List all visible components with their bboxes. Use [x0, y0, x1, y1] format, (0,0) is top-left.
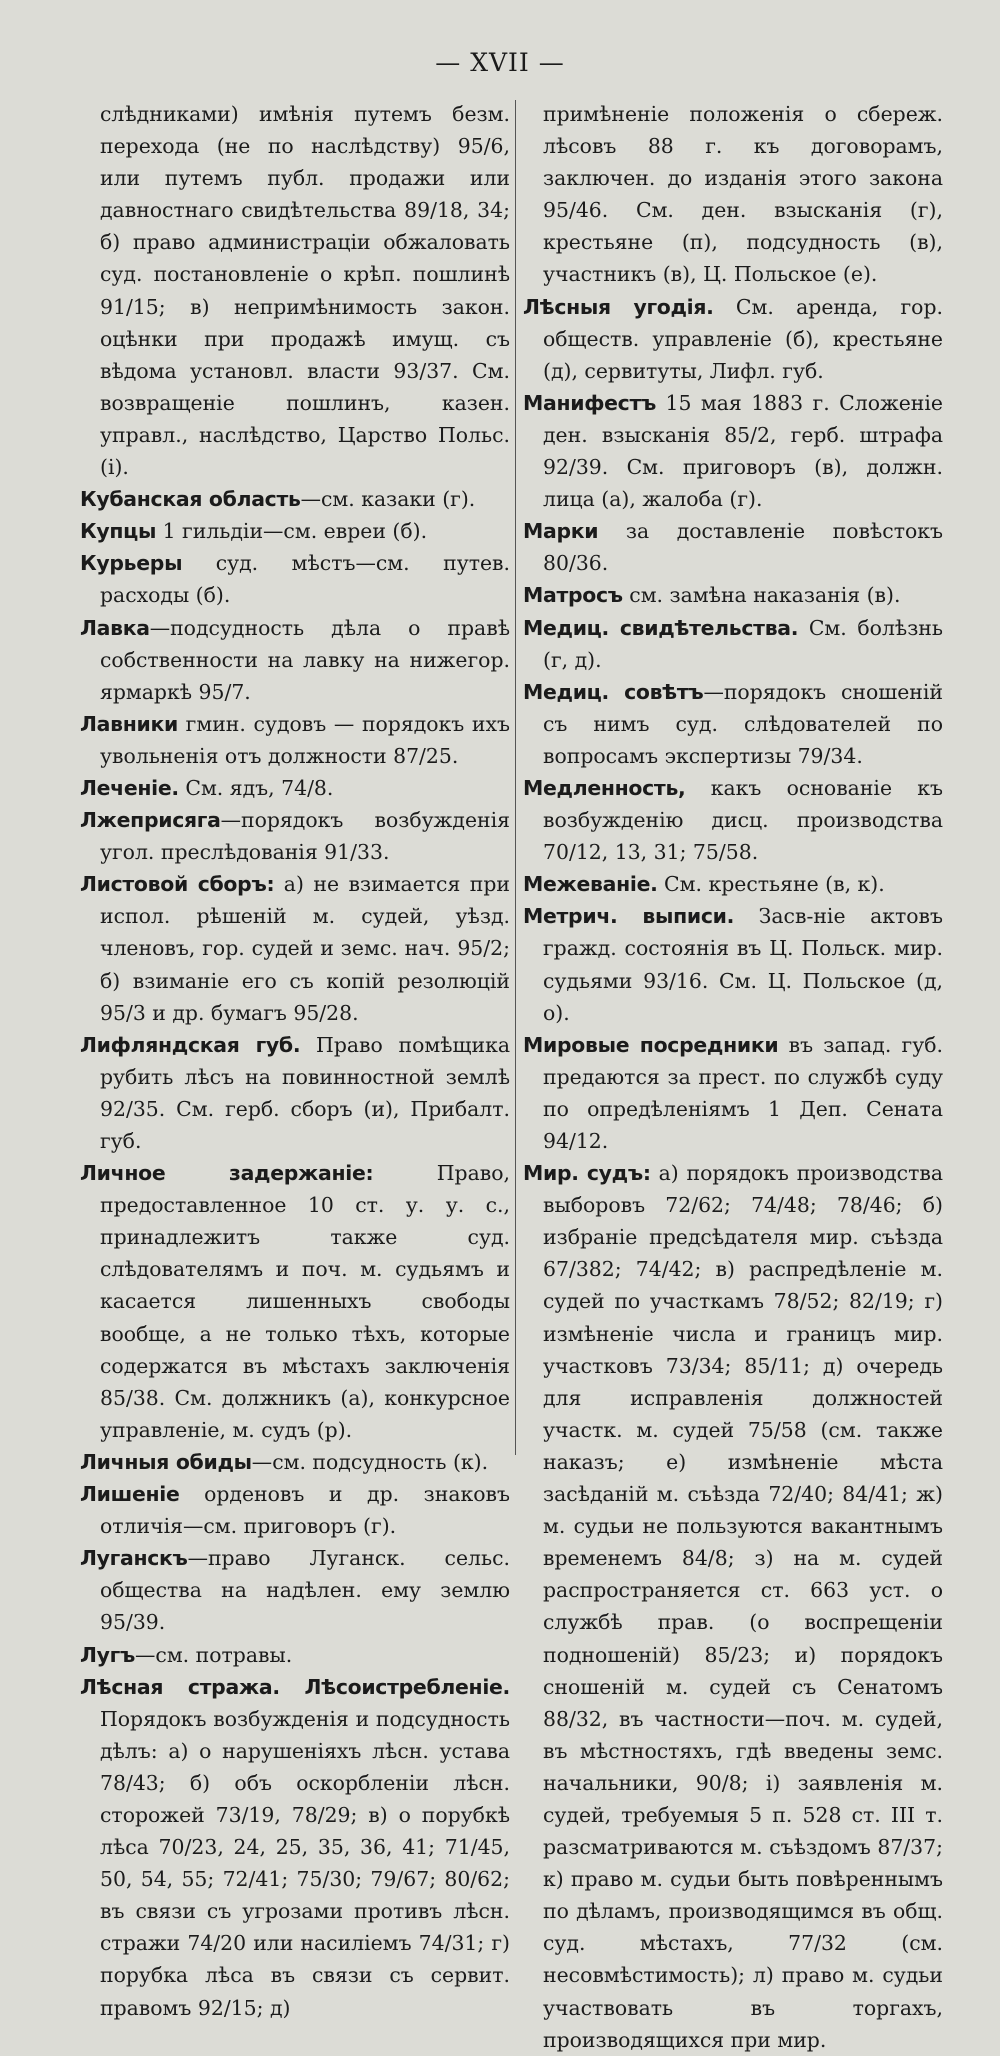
index-entry	[80, 1542, 510, 1638]
entry-text: орденовъ и др. знаковъ отличія—см. приговоръ (г).	[100, 1482, 510, 1539]
entry-text: —право Луганск. сельс. общества на надѣлен. ему землю 95/39.	[100, 1546, 510, 1635]
index-entry	[80, 1478, 510, 1542]
entry-headword: Мир. судъ:	[523, 1161, 651, 1186]
entry-headword: Курьеры	[80, 551, 183, 576]
continued-entry	[523, 98, 943, 291]
entry-text: Порядокъ возбужденія и подсудность дѣлъ: а) о нарушеніяхъ лѣсн. устава 78/43; б) объ оскорбленіи лѣсн. сторожей 73/19, 78/29; в) о порубкѣ лѣса 70/23, 24, 25, 35, 36, 41; 71/45, 50, 54, 55; 72/41; 75/30; 79/67; 80/62; въ связи съ угрозами противъ лѣсн. стражи 74/20 или насиліемъ 74/31; г) порубка лѣса въ связи съ сервит. правомъ 92/15; д)	[100, 1706, 510, 2020]
entry-headword: Листовой сборъ:	[80, 872, 275, 897]
entry-text: см. замѣна наказанія (в).	[622, 583, 901, 608]
entry-text: —см. потравы.	[135, 1642, 293, 1667]
entry-text: Засв-ніе актовъ гражд. состоянія въ Ц. Польск. мир. судьями 93/16. См. Ц. Польское (д, о).	[543, 904, 943, 1025]
index-entry	[523, 579, 943, 611]
entry-headword: Лжеприсяга	[80, 808, 221, 833]
entry-text: 1 гильдіи—см. евреи (б).	[156, 519, 428, 544]
index-entry	[523, 387, 943, 515]
entry-headword: Марки	[523, 519, 599, 544]
index-entry	[523, 868, 943, 900]
entry-text: —подсудность дѣла о правѣ собственности на лавку на нижегор. ярмаркѣ 95/7.	[100, 615, 510, 704]
index-entry	[80, 708, 510, 772]
index-entry	[523, 772, 943, 868]
page-header: — XVII —	[435, 48, 565, 77]
index-entry	[80, 483, 510, 515]
entry-headword: Медленность,	[523, 775, 686, 800]
entry-text: Право помѣщика рубить лѣсъ на повинностной землѣ 92/35. См. герб. сборъ (и), Прибалт. губ.	[100, 1032, 511, 1153]
index-entry	[523, 291, 943, 387]
entry-text: См. болѣзнь (г, д).	[543, 615, 944, 672]
index-entry	[80, 515, 510, 547]
index-entry	[80, 804, 510, 868]
index-entry	[523, 1157, 943, 2056]
entry-headword: Матросъ	[523, 583, 623, 608]
entry-text: а) не взимается при испол. рѣшеній м. судей, уѣзд. членовъ, гор. судей и земс. нач. 95/2; б) взиманіе его съ копій резолюцій 95/3 и др. бумагъ 95/28.	[100, 872, 510, 1025]
index-entry	[80, 1639, 510, 1671]
entry-headword: Лѣсная стража. Лѣсоистребленіе.	[80, 1674, 510, 1699]
entry-headword: Лишеніе	[80, 1482, 180, 1507]
entry-text: См. ядъ, 74/8.	[178, 775, 334, 800]
continued-entry	[80, 98, 510, 483]
entry-text: См. крестьяне (в, к).	[657, 872, 885, 897]
index-entry	[80, 772, 510, 804]
entry-headword: Межеваніе.	[523, 872, 658, 897]
entry-headword: Кубанская область	[80, 487, 301, 512]
entry-text: См. аренда, гор. обществ. управленіе (б), крестьяне (д), сервитуты, Лифл. губ.	[543, 294, 943, 383]
entry-text: —порядокъ возбужденія угол. преслѣдованія 91/33.	[100, 808, 510, 865]
index-entry	[80, 1446, 510, 1478]
entry-text: 15 мая 1883 г. Сложеніе ден. взысканія 85/2, герб. штрафа 92/39. См. приговоръ (в), должн. лица (а), жалоба (г).	[543, 390, 943, 512]
entry-headword: Медиц. совѣтъ	[523, 679, 704, 704]
entry-text: суд. мѣстъ—см. путев. расходы (б).	[100, 551, 510, 608]
entry-headword: Метрич. выписи.	[523, 904, 735, 929]
index-entry	[523, 676, 943, 772]
index-entry	[523, 515, 943, 579]
entry-headword: Медиц. свидѣтельства.	[523, 615, 799, 640]
entry-headword: Купцы	[80, 519, 157, 544]
index-entry	[523, 1029, 943, 1157]
entry-headword: Лѣсныя угодія.	[523, 294, 714, 319]
entry-headword: Лавка	[80, 615, 150, 640]
entry-headword: Лифляндская губ.	[80, 1032, 301, 1057]
entry-text: Право, предоставленное 10 ст. у. у. с., принадлежитъ также суд. слѣдователямъ и поч. м. судьямъ и касается лишенныхъ свободы вообще, а не только тѣхъ, которые содержатся въ мѣстахъ заключенія 85/38. См. должникъ (а), конкурсное управленіе, м. судъ (р).	[100, 1161, 510, 1442]
index-entry	[80, 1157, 510, 1446]
entry-text: примѣненіе положенія о сбереж. лѣсовъ 88 г. къ договорамъ, заключен. до изданія этого закона 95/46. См. ден. взысканія (г), крестьяне (п), подсудность (в), участникъ (в), Ц. Польское (е).	[543, 102, 943, 287]
index-entry	[80, 547, 510, 611]
index-entry	[80, 612, 510, 708]
entry-text: въ запад. губ. предаются за прест. по службѣ суду по опредѣленіямъ 1 Деп. Сената 94/12.	[543, 1032, 943, 1153]
entry-text: слѣдниками) имѣнія путемъ безм. перехода (не по наслѣдству) 95/6, или путемъ публ. продажи или давностнаго свидѣтельства 89/18, 34; б) право администраціи обжаловать суд. постановленіе о крѣп. пошлинѣ 91/15; в) непримѣнимость закон. оцѣнки при продажѣ имущ. съ вѣдома установл. власти 93/37. См. возвращеніе пошлинъ, казен. управл., наслѣдство, Царство Польс. (і).	[100, 102, 510, 480]
entry-headword: Луганскъ	[80, 1546, 188, 1571]
entry-text: гмин. судовъ — порядокъ ихъ увольненія отъ должности 87/25.	[100, 711, 510, 768]
entry-headword: Манифестъ	[523, 390, 657, 415]
index-entry	[523, 612, 943, 676]
entry-text: —см. казаки (г).	[300, 487, 476, 512]
entry-headword: Личное задержаніе:	[80, 1161, 374, 1186]
entry-headword: Леченіе.	[80, 775, 179, 800]
right-column	[523, 98, 943, 2056]
entry-headword: Лугъ	[80, 1642, 136, 1667]
index-entry	[80, 1671, 510, 2024]
entry-headword: Личныя обиды	[80, 1449, 252, 1474]
entry-text: —см. подсудность (к).	[251, 1449, 489, 1474]
entry-text: какъ основаніе къ возбужденію дисц. производства 70/12, 13, 31; 75/58.	[543, 775, 943, 865]
column-divider	[515, 100, 516, 1455]
index-entry	[80, 868, 510, 1028]
entry-headword: Мировые посредники	[523, 1032, 779, 1057]
entry-text: за доставленіе повѣстокъ 80/36.	[543, 519, 943, 576]
entry-text: —порядокъ сношеній съ нимъ суд. слѣдователей по вопросамъ экспертизы 79/34.	[543, 679, 943, 768]
entry-text: а) порядокъ производства выборовъ 72/62; 74/48; 78/46; б) избраніе предсѣдателя мир. съѣзда 67/382; 74/42; в) распредѣленіе м. судей по участкамъ 78/52; 82/19; г) измѣненіе числа и границъ мир. участковъ 73/34; 85/11; д) очередь для исправленія должностей участк. м. судей 75/58 (см. также наказъ; е) измѣненіе мѣста засѣданій м. съѣзда 72/40; 84/41; ж) м. судьи не пользуются вакантнымъ временемъ 84/8; з) на м. судей распространяется ст. 663 уст. о службѣ прав. (о воспрещеніи подношеній) 85/23; и) порядокъ сношеній м. судей съ Сенатомъ 88/32, въ частности—поч. м. судей, въ мѣстностяхъ, гдѣ введены земс. начальники, 90/8; і) заявленія м. судей, требуемыя 5 п. 528 ст. III т. разсматриваются м. съѣздомъ 87/37; к) право м. судьи быть повѣреннымъ по дѣламъ, производящимся въ общ. суд. мѣстахъ, 77/32 (см. несовмѣстимость); л) право м. судьи участвовать въ торгахъ, производящихся при мир.	[543, 1161, 943, 2052]
entry-headword: Лавники	[80, 711, 179, 736]
left-column	[80, 98, 510, 2024]
index-entry	[523, 900, 943, 1028]
index-entry	[80, 1029, 510, 1157]
